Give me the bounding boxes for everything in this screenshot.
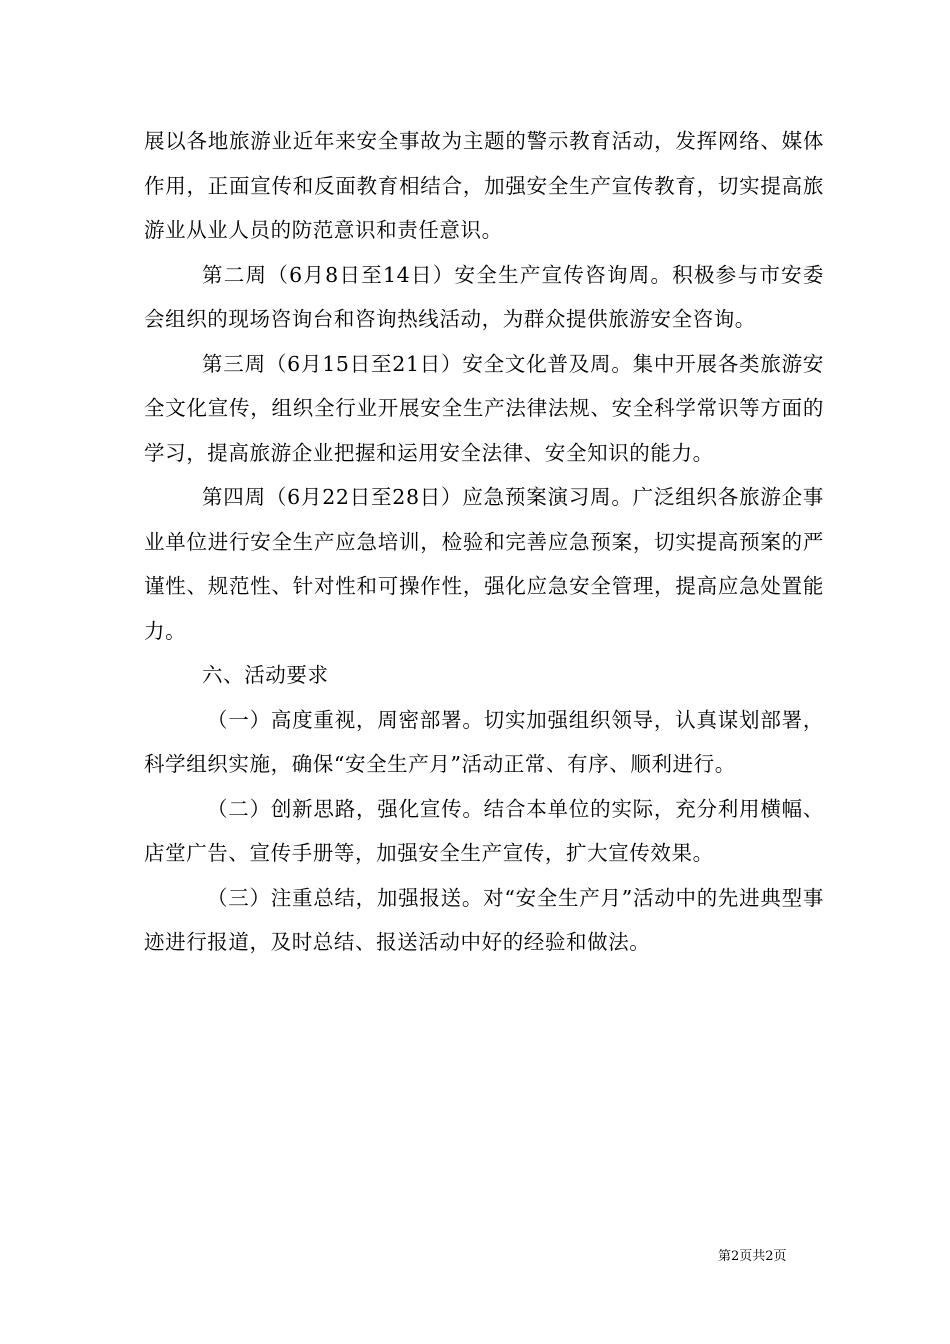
paragraph-week-two: 第二周（6月8日至14日）安全生产宣传咨询周。积极参与市安委会组织的现场咨询台和咨询热线活动，为群众提供旅游安全咨询。 <box>144 262 824 331</box>
paragraph-continuation: 展以各地旅游业近年来安全事故为主题的警示教育活动，发挥网络、媒体作用，正面宣传和反面教育相结合，加强安全生产宣传教育，切实提高旅游业从业人员的防范意识和责任意识。 <box>144 129 824 242</box>
paragraph-week-four: 第四周（6月22日至28日）应急预案演习周。广泛组织各旅游企事业单位进行安全生产应急培训，检验和完善应急预案，切实提高预案的严谨性、规范性、针对性和可操作性，强化应急安全管理，提高应急处置能力。 <box>144 485 824 643</box>
paragraph-week-three: 第三周（6月15日至21日）安全文化普及周。集中开展各类旅游安全文化宣传，组织全行业开展安全生产法律法规、安全科学常识等方面的学习，提高旅游企业把握和运用安全法律、安全知识的能力。 <box>144 351 824 465</box>
requirement-item-3: （三）注重总结，加强报送。对“安全生产月”活动中的先进典型事迹进行报道，及时总结、报送活动中好的经验和做法。 <box>144 885 824 954</box>
document-body <box>144 119 824 965</box>
section-heading: 六、活动要求 <box>202 663 329 687</box>
page-number: 第2页共2页 <box>718 1249 787 1264</box>
page-footer <box>0 1247 950 1267</box>
requirement-item-2: （二）创新思路，强化宣传。结合本单位的实际，充分利用横幅、店堂广告、宣传手册等，加强安全生产宣传，扩大宣传效果。 <box>144 796 824 865</box>
requirement-item-1: （一）高度重视，周密部署。切实加强组织领导，认真谋划部署，科学组织实施，确保“安全生产月”活动正常、有序、顺利进行。 <box>144 707 824 776</box>
